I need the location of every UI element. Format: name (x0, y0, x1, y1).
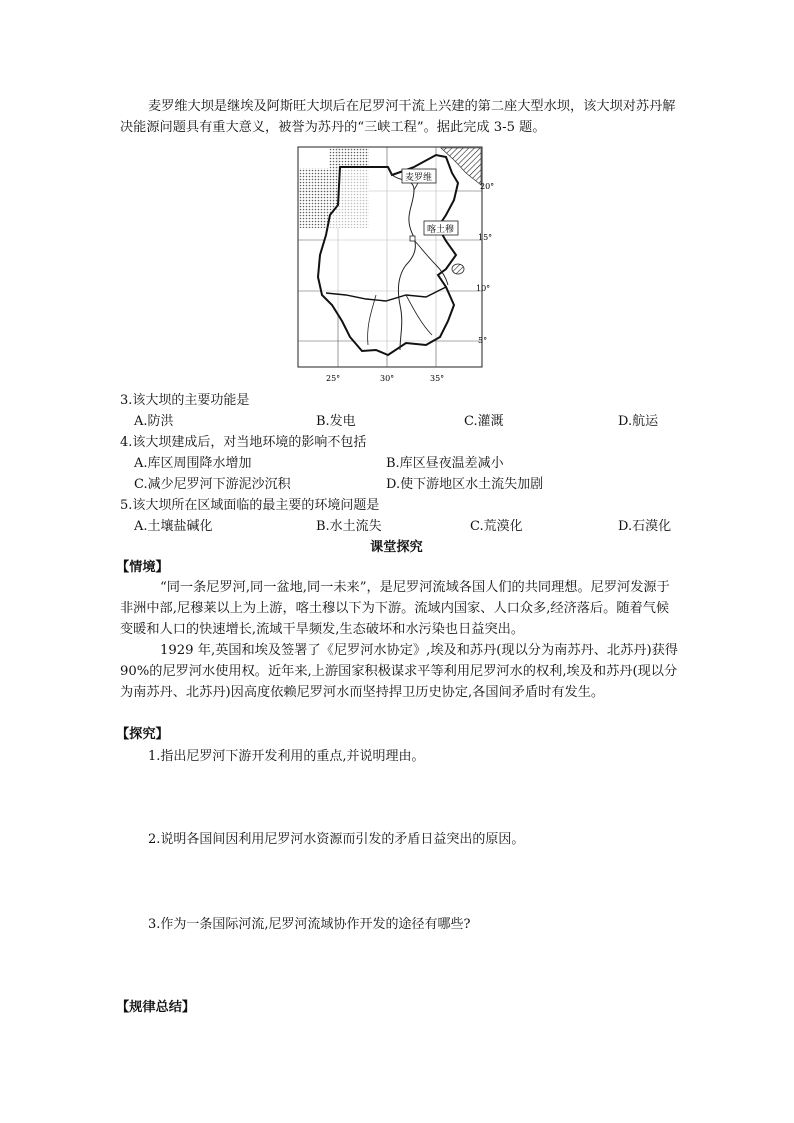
q4-option-c[interactable]: C.减少尼罗河下游泥沙沉积 (134, 477, 291, 492)
q3-option-c[interactable]: C.灌溉 (464, 414, 504, 429)
lat-label: 10° (476, 284, 491, 293)
explore-question-2: 2.说明各国间因利用尼罗河水资源而引发的矛盾日益突出的原因。 (148, 832, 525, 847)
context-paragraph-2: 1929 年,英国和埃及签署了《尼罗河水协定》,埃及和苏丹(现以分为南苏丹、北苏丹)获得 90%的尼罗河水使用权。近年来,上游国家积极谋求平等利用尼罗河水的权利,埃及和苏丹(现以分为南苏丹、北苏丹)因高度依赖尼罗河水而坚持捍卫历史协定,各国间矛盾时有发生。 (120, 643, 678, 700)
intro-paragraph: 麦罗维大坝是继埃及阿斯旺大坝后在尼罗河干流上兴建的第二座大型水坝，该大坝对苏丹解决能源问题具有重大意义，被誉为苏丹的“三峡工程”。据此完成 3-5 题。 (120, 99, 676, 135)
question-4-stem: 4.该大坝建成后，对当地环境的影响不包括 (120, 435, 367, 450)
q3-option-a[interactable]: A.防洪 (134, 414, 174, 429)
label-merowe: 麦罗维 (405, 173, 433, 183)
sudan-map (296, 145, 496, 387)
q4-option-a[interactable]: A.库区周围降水增加 (134, 456, 252, 471)
explore-question-1: 1.指出尼罗河下游开发利用的重点,并说明理由。 (148, 749, 425, 764)
question-3-stem: 3.该大坝的主要功能是 (120, 393, 250, 408)
q5-option-d[interactable]: D.石漠化 (618, 519, 672, 534)
lon-label: 30° (380, 374, 395, 383)
explore-question-3: 3.作为一条国际河流,尼罗河流域协作开发的途径有哪些? (148, 917, 471, 932)
question-5-stem: 5.该大坝所在区域面临的最主要的环境问题是 (120, 498, 380, 513)
khartoum-marker (410, 236, 415, 241)
lon-label: 25° (326, 374, 341, 383)
q3-option-d[interactable]: D.航运 (618, 414, 659, 429)
lon-label: 35° (430, 374, 445, 383)
section-title: 课堂探究 (370, 540, 423, 555)
summary-heading: 【规律总结】 (116, 1000, 196, 1015)
q5-option-a[interactable]: A.土壤盐碱化 (134, 519, 213, 534)
q4-option-b[interactable]: B.库区昼夜温差减小 (386, 456, 504, 471)
lat-label: 20° (480, 182, 495, 191)
label-khartoum: 喀土穆 (427, 225, 455, 235)
lake-tana (452, 264, 464, 274)
context-heading: 【情境】 (116, 560, 169, 575)
q4-option-d[interactable]: D.使下游地区水土流失加剧 (386, 477, 544, 492)
explore-heading: 【探究】 (116, 727, 169, 742)
q5-option-b[interactable]: B.水土流失 (316, 519, 382, 534)
context-paragraph-1: “同一条尼罗河,同一盆地,同一未来”，是尼罗河流域各国人们的共同理想。尼罗河发源于非洲中部,尼穆莱以上为上游，喀土穆以下为下游。流域内国家、人口众多,经济落后。随着气候变暖和人口的快速增长,流域干旱频发,生态破坏和水污染也日益突出。 (120, 580, 670, 637)
lat-label: 5° (478, 336, 488, 345)
lat-label: 15° (478, 233, 493, 242)
q5-option-c[interactable]: C.荒漠化 (470, 519, 523, 534)
q3-option-b[interactable]: B.发电 (316, 414, 356, 429)
